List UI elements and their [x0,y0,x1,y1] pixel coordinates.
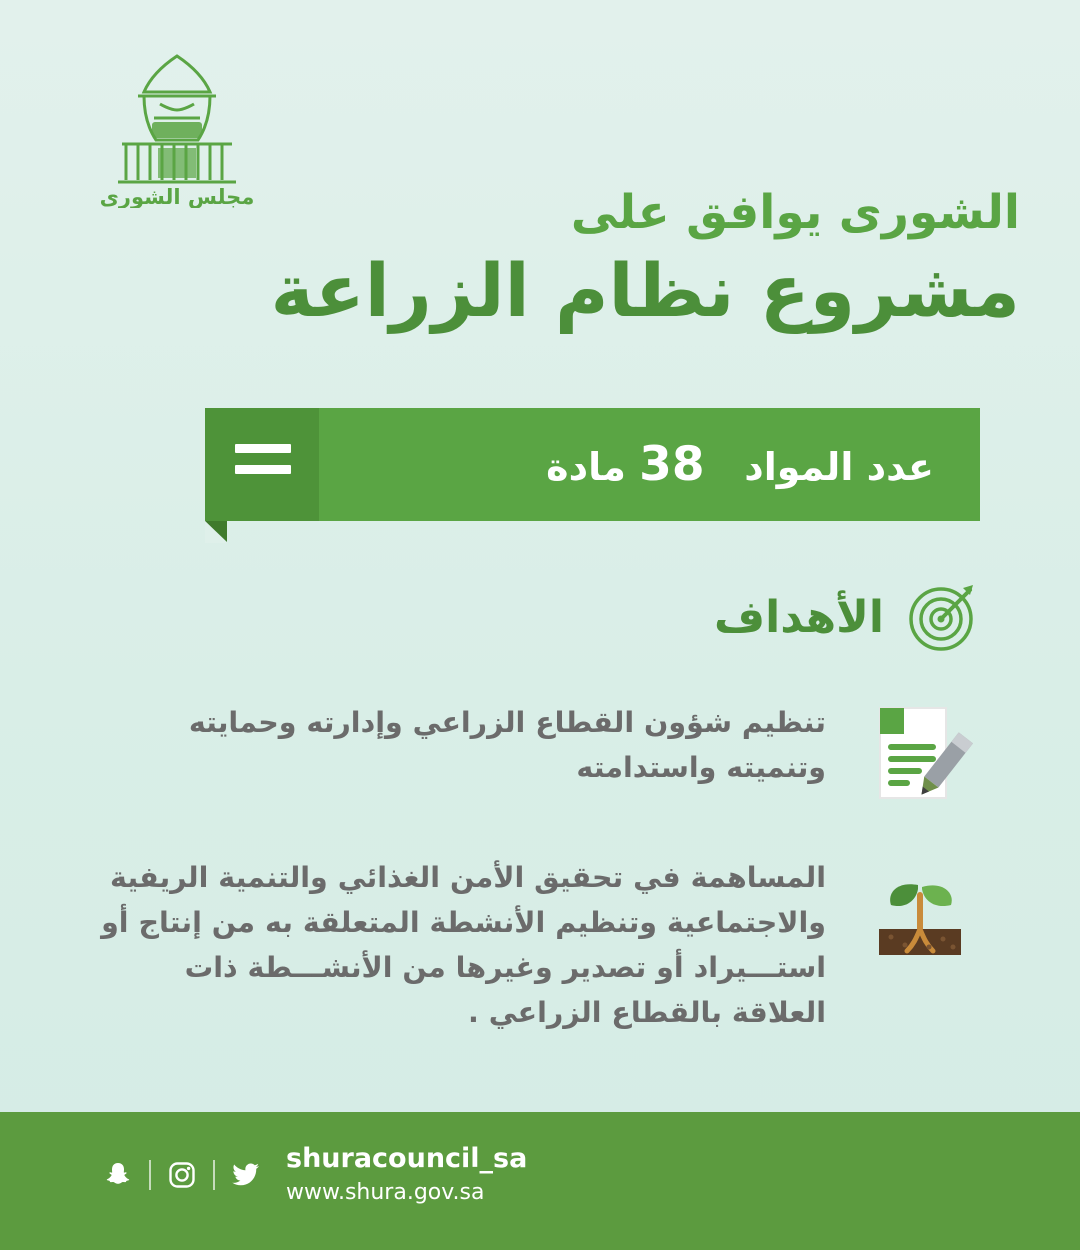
footer-divider [213,1160,215,1190]
snapchat-icon[interactable] [96,1153,140,1197]
svg-text:مجلس الشورى: مجلس الشورى [99,185,255,208]
articles-count-prefix: عدد المواد [744,445,934,489]
social-handle[interactable]: shuracouncil_sa [286,1143,528,1174]
articles-count-suffix: مادة [546,445,626,489]
articles-count-number: 38 [639,437,705,492]
page-title [80,186,1020,337]
headline-line-1: الشورى يوافق على [570,185,1020,240]
seedling-icon [860,855,980,975]
articles-count-ribbon [205,408,980,521]
objectives-heading [714,580,980,654]
footer-contact [286,1142,527,1207]
footer-divider [149,1160,151,1190]
ribbon-notch [205,521,227,543]
articles-count-text [546,408,980,521]
goal-text: تنظيم شؤون القطاع الزراعي وإدارته وحمايته وتنميته واستدامته [188,706,826,785]
goal-item [100,855,980,1035]
headline-line-2: مشروع نظام الزراعة [270,249,1020,335]
website-url[interactable]: www.shura.gov.sa [286,1179,485,1205]
goal-item [100,700,980,820]
instagram-icon[interactable] [160,1153,204,1197]
shura-council-logo [92,48,262,208]
target-icon [906,580,980,654]
goal-text: المساهمة في تحقيق الأمن الغذائي والتنمية الريفية والاجتماعية وتنظيم الأنشطة المتعلقة به من إنتاج أو استـــيراد أو تصدير وغيرها من الأنشـــطة ذات العلاقة بالقطاع الزراعي . [101,861,826,1030]
footer-bar [0,1112,1080,1250]
social-links [96,1153,268,1197]
list-lines-icon [235,444,291,486]
objectives-title: الأهداف [714,591,884,643]
twitter-icon[interactable] [224,1153,268,1197]
document-pencil-icon [860,700,980,820]
